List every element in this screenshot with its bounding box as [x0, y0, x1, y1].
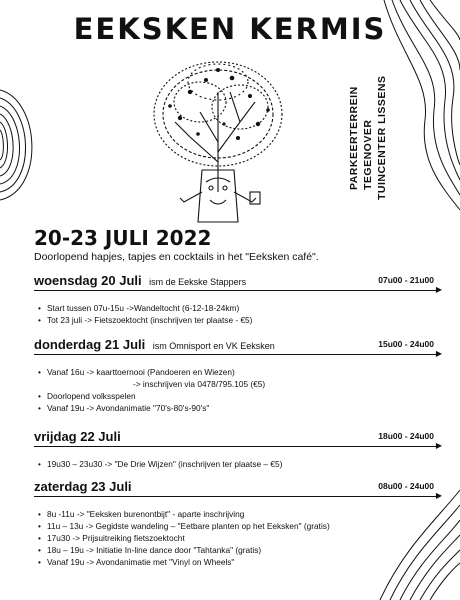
list-item: • Vanaf 19u -> Avondanimatie "70's-80's-90's": [38, 402, 438, 414]
day-time: 08u00 - 24u00: [378, 481, 434, 491]
day-header-friday: [34, 428, 442, 450]
list-item: • 17u30 -> Prijsuitreiking fietszoektocht: [38, 532, 438, 544]
day-items-thursday: [38, 366, 438, 414]
arrow-icon: ▶: [435, 349, 442, 358]
event-date: 20-23 JULI 2022: [34, 226, 212, 250]
venue-line-2: TEGENOVER: [362, 119, 374, 190]
event-title: EEKSKEN KERMIS: [73, 12, 387, 46]
list-item: • 19u30 – 23u30 -> "De Drie Wijzen" (inschrijven ter plaatse – €5): [38, 458, 438, 470]
day-organizer: ism de Eekske Stappers: [149, 277, 247, 287]
venue-line-3: TUINCENTER LISSENS: [376, 75, 388, 200]
venue-line-1: PARKEERTERREIN: [348, 86, 360, 190]
list-item: • 18u – 19u -> Initiatie In-line dance door "Tahtanka" (gratis): [38, 544, 438, 556]
list-item: • Vanaf 16u -> kaarttoernooi (Pandoeren en Wiezen): [38, 366, 438, 378]
list-item: • Doorlopend volksspelen: [38, 390, 438, 402]
day-header-thursday: [34, 336, 442, 358]
day-items-wednesday: [38, 302, 438, 326]
list-item-continuation: -> inschrijven via 0478/795.105 (€5): [133, 379, 266, 389]
day-header-wednesday: [34, 272, 442, 294]
day-items-saturday: [38, 508, 438, 568]
day-name: donderdag 21 Juli: [34, 337, 146, 352]
day-name: woensdag 20 Juli: [34, 273, 142, 288]
day-time: 07u00 - 21u00: [378, 275, 434, 285]
day-name: zaterdag 23 Juli: [34, 479, 132, 494]
arrow-icon: ▶: [435, 441, 442, 450]
arrow-icon: ▶: [435, 491, 442, 500]
day-name: vrijdag 22 Juli: [34, 429, 121, 444]
tree-illustration: [140, 52, 295, 230]
list-item: • Tot 23 juli -> Fietszoektocht (inschrijven ter plaatse - €5): [38, 314, 438, 326]
venue-block: [340, 70, 410, 240]
day-time: 15u00 - 24u00: [378, 339, 434, 349]
event-subtitle: Doorlopend hapjes, tapjes en cocktails in het "Eeksken café".: [34, 251, 319, 263]
list-item: • Start tussen 07u-15u ->Wandeltocht (6-12-18-24km): [38, 302, 438, 314]
day-header-saturday: [34, 478, 442, 500]
list-item: • Vanaf 19u -> Avondanimatie met "Vinyl on Wheels": [38, 556, 438, 568]
day-organizer: ism Omnisport en VK Eeksken: [152, 341, 275, 351]
arrow-icon: ▶: [435, 285, 442, 294]
day-time: 18u00 - 24u00: [378, 431, 434, 441]
list-item: • 11u – 13u -> Gegidste wandeling – "Eetbare planten op het Eeksken" (gratis): [38, 520, 438, 532]
day-items-friday: [38, 458, 438, 470]
list-item: • 8u -11u -> "Eeksken burenontbijt" - aparte inschrijving: [38, 508, 438, 520]
